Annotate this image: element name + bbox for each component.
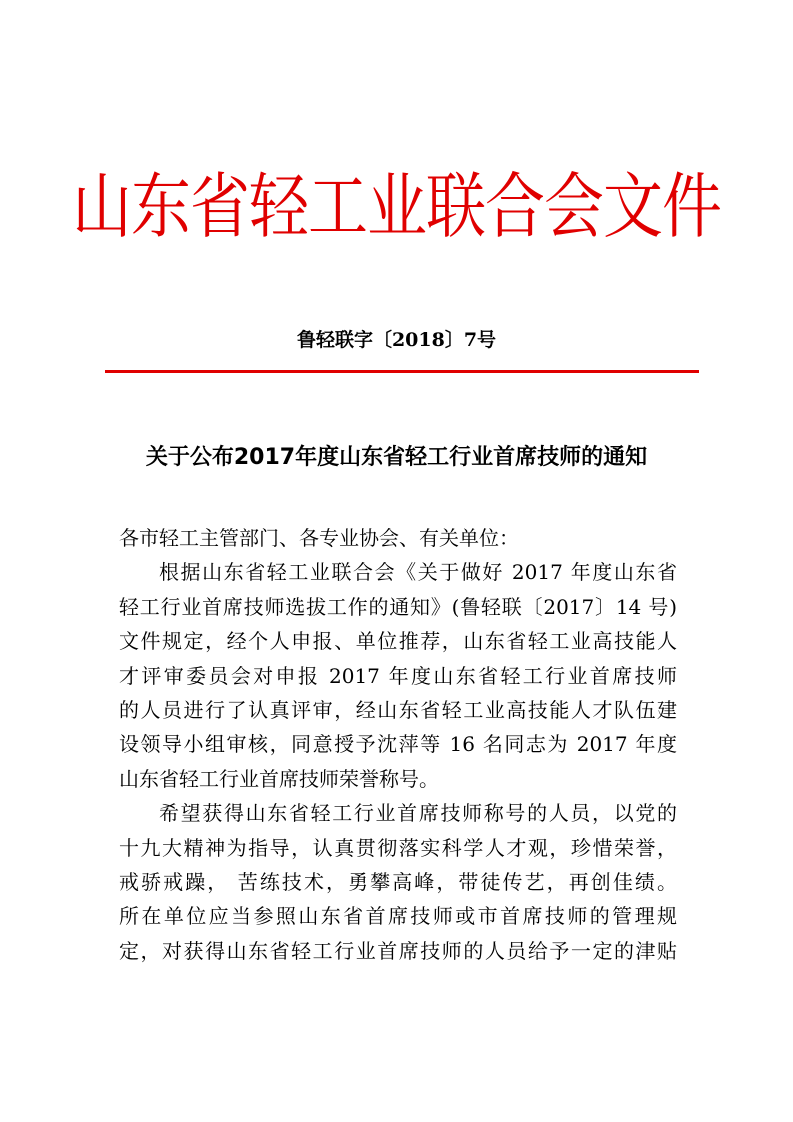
- body-line: 的人员进行了认真评审，经山东省轻工业高技能人才队伍建: [119, 697, 677, 722]
- salutation: 各市轻工主管部门、各专业协会、有关单位：: [119, 526, 519, 550]
- body-line: 设领导小组审核，同意授予沈萍等 16 名同志为 2017 年度: [119, 732, 677, 757]
- body-line: 才评审委员会对申报 2017 年度山东省轻工行业首席技师: [119, 663, 677, 688]
- body-line: 所在单位应当参照山东省首席技师或市首席技师的管理规: [119, 904, 677, 929]
- red-separator-line: [105, 370, 699, 373]
- body-line: 十九大精神为指导，认真贯彻落实科学人才观，珍惜荣誉，: [119, 835, 677, 860]
- document-number: 鲁轻联字〔2018〕7号: [296, 329, 497, 351]
- document-header-title: 山东省轻工业联合会文件: [72, 165, 721, 249]
- notice-title: 关于公布2017年度山东省轻工行业首席技师的通知: [145, 445, 648, 470]
- body-line: 戒骄戒躁， 苦练技术，勇攀高峰，带徒传艺，再创佳绩。: [119, 869, 677, 894]
- body-line: 定，对获得山东省轻工行业首席技师的人员给予一定的津贴: [119, 938, 677, 963]
- body-line: 文件规定，经个人申报、单位推荐，山东省轻工业高技能人: [119, 629, 677, 654]
- body-line: 轻工行业首席技师选拔工作的通知》(鲁轻联〔2017〕14 号): [119, 594, 677, 619]
- body-line: 希望获得山东省轻工行业首席技师称号的人员，以党的: [159, 801, 677, 826]
- body-line: 根据山东省轻工业联合会《关于做好 2017 年度山东省: [159, 560, 677, 585]
- body-line: 山东省轻工行业首席技师荣誉称号。: [119, 766, 439, 791]
- notice-body: [119, 521, 677, 968]
